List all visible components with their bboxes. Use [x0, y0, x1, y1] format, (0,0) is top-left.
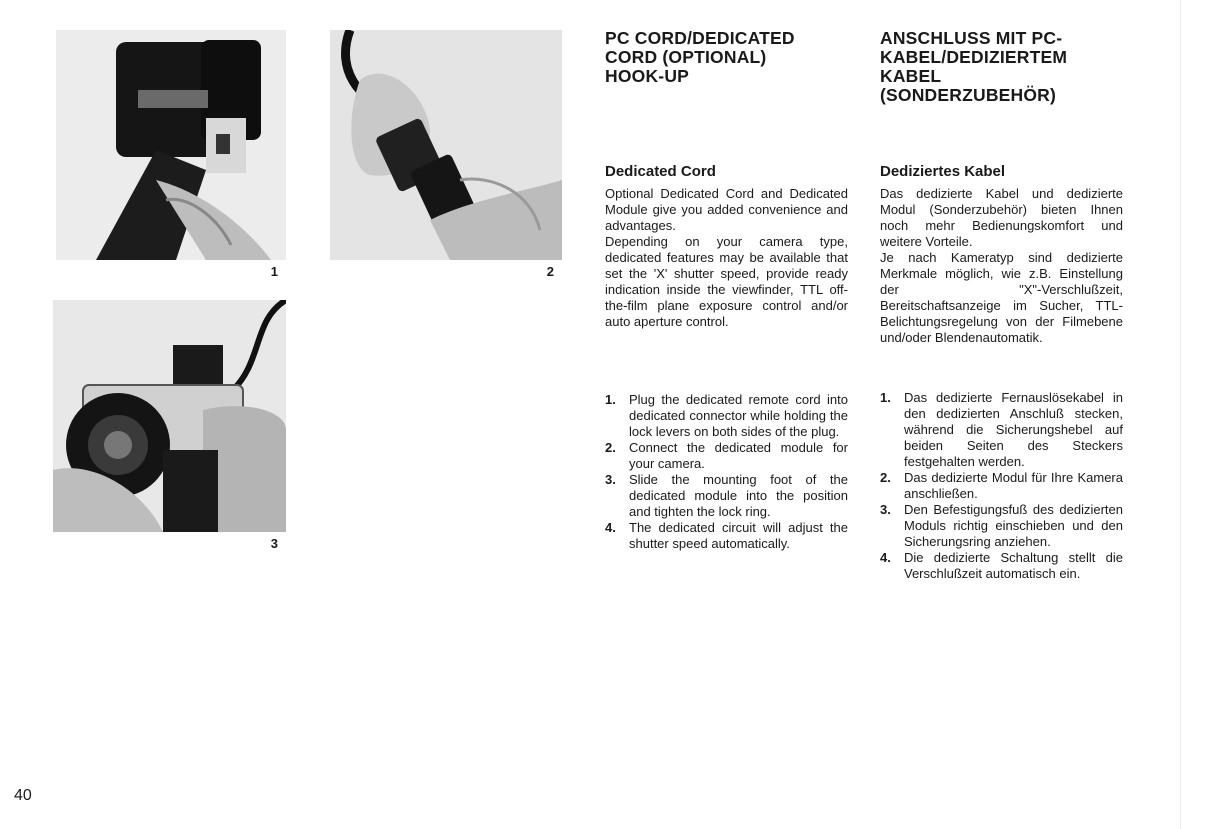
- step-text: Plug the dedicated remote cord into dedicated connector while holding the lock levers on both sides of the plug.: [629, 392, 848, 439]
- step-number: 4.: [605, 520, 616, 535]
- cord-connection-illustration: [330, 30, 562, 260]
- figure-3-photo: [53, 300, 286, 532]
- figure-1-number: 1: [270, 264, 278, 279]
- german-subheading: Dediziertes Kabel: [880, 163, 1006, 180]
- german-paragraph-1: Das dedizierte Kabel und dedizierte Modul (Sonderzubehör) bieten Ihnen noch mehr Bedienungskomfort und weitere Vorteile.: [880, 186, 1123, 249]
- german-section-title: ANSCHLUSS MIT PC- KABEL/DEDIZIERTEM KABEL (SONDERZUBEHÖR): [880, 28, 1068, 105]
- english-step-2: [605, 440, 848, 472]
- english-step-1: [605, 392, 848, 440]
- english-title: [605, 29, 848, 86]
- figure-1-photo: [56, 30, 286, 260]
- german-steps: [880, 390, 1123, 582]
- german-paragraph-2: Je nach Kameratyp sind dedizierte Merkmale möglich, wie z.B. Einstellung der "X"-Verschlußzeit, Bereitschaftsanzeige im Sucher, TTL-Belichtungsregelung von der Filmebene und/oder Blendenautomatik.: [880, 250, 1123, 345]
- step-text: Slide the mounting foot of the dedicated module into the position and tighten the lock ring.: [629, 472, 848, 519]
- step-text: Die dedizierte Schaltung stellt die Verschlußzeit automatisch ein.: [904, 550, 1123, 581]
- step-number: 2.: [605, 440, 616, 455]
- step-number: 1.: [605, 392, 616, 407]
- page-right-edge: [1180, 0, 1181, 829]
- english-paragraph-2: Depending on your camera type, dedicated features may be available that set the 'X' shutter speed, provide ready indication inside the viewfinder, TTL off-the-film plane exposure control and/or auto aperture control.: [605, 234, 848, 329]
- step-text: The dedicated circuit will adjust the shutter speed automatically.: [629, 520, 848, 551]
- figure-3-number: 3: [270, 536, 278, 551]
- step-number: 3.: [880, 502, 891, 517]
- step-text: Connect the dedicated module for your camera.: [629, 440, 848, 471]
- step-text: Das dedizierte Modul für Ihre Kamera anschließen.: [904, 470, 1123, 501]
- step-number: 1.: [880, 390, 891, 405]
- step-number: 4.: [880, 550, 891, 565]
- figure-2-number: 2: [546, 264, 554, 279]
- camera-module-illustration: [53, 300, 286, 532]
- german-dediziertes-kabel-section: [880, 163, 1123, 346]
- german-step-2: [880, 470, 1123, 502]
- english-step-3: [605, 472, 848, 520]
- step-text: Das dedizierte Fernauslösekabel in den dedizierten Anschluß stecken, während die Sicherungshebel auf beiden Seiten des Steckers festgehalten werden.: [904, 390, 1123, 469]
- step-number: 2.: [880, 470, 891, 485]
- step-text: Den Befestigungsfuß des dedizierten Moduls richtig einschieben und den Sicherungsring anziehen.: [904, 502, 1123, 549]
- english-subheading: Dedicated Cord: [605, 163, 716, 180]
- english-section-title: PC CORD/DEDICATED CORD (OPTIONAL) HOOK-UP: [605, 28, 795, 86]
- flash-grip-illustration: [56, 30, 286, 260]
- figure-2-photo: [330, 30, 562, 260]
- german-title: [880, 29, 1123, 105]
- step-number: 3.: [605, 472, 616, 487]
- english-dedicated-cord-section: [605, 163, 848, 330]
- german-step-1: [880, 390, 1123, 470]
- english-steps: [605, 392, 848, 552]
- page-number: 40: [14, 787, 32, 804]
- german-step-3: [880, 502, 1123, 550]
- german-step-4: [880, 550, 1123, 582]
- english-step-4: [605, 520, 848, 552]
- english-paragraph-1: Optional Dedicated Cord and Dedicated Module give you added convenience and advantages.: [605, 186, 848, 233]
